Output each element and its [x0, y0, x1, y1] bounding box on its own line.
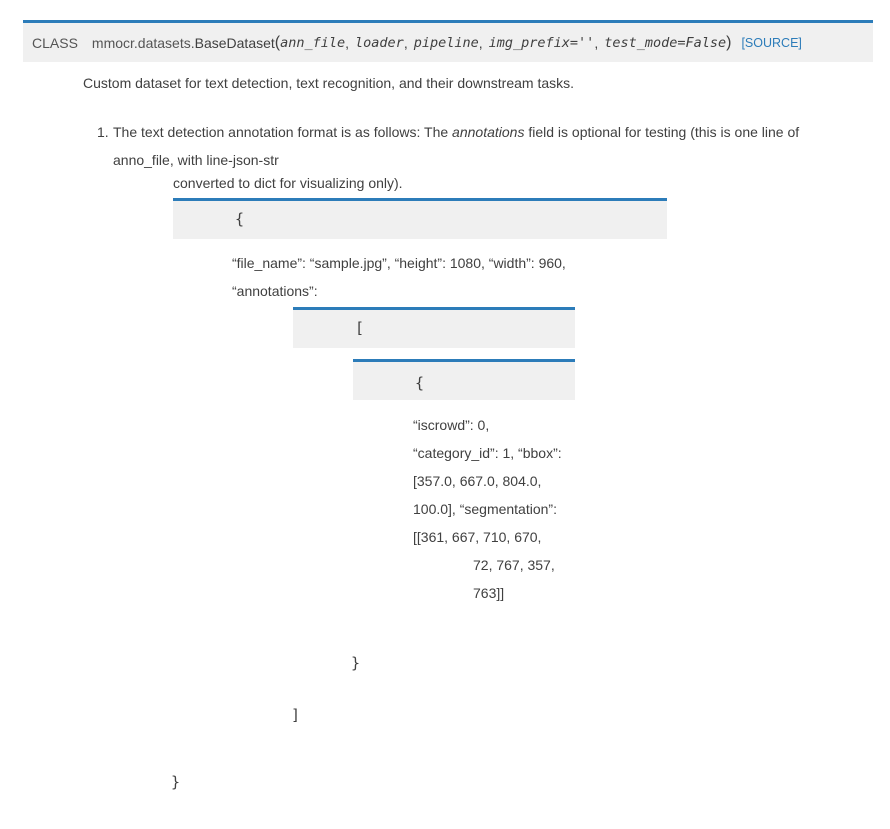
close-paren: ) — [726, 33, 732, 51]
item-text-after: field is optional for testing (this is one line of — [524, 124, 800, 140]
item-continuation: anno_file, with line-json-str — [113, 152, 279, 168]
code-line-annotations: “annotations”: — [232, 283, 318, 299]
code-block-annotations — [293, 307, 575, 348]
param-test-mode: test_mode=False — [604, 34, 727, 51]
item-emphasis: annotations — [452, 124, 525, 140]
inner-open-brace: { — [415, 374, 425, 392]
code-line-seg-2: 72, 767, 357, — [473, 557, 555, 573]
code-line-iscrowd: “iscrowd”: 0, — [413, 417, 490, 433]
module-prefix: mmocr.datasets. — [91, 34, 195, 51]
code-line-file: “file_name”: “sample.jpg”, “height”: 1080, “width”: 960, — [232, 255, 566, 271]
inner-close-brace: } — [351, 654, 361, 672]
source-link[interactable]: [SOURCE] — [741, 35, 802, 50]
open-paren: ( — [274, 33, 281, 51]
item-converted-text: converted to dict for visualizing only). — [173, 175, 403, 191]
class-name: BaseDataset — [194, 34, 275, 51]
param-img-prefix: img_prefix='' — [488, 34, 595, 51]
code-block-outer — [173, 198, 667, 239]
class-signature: CLASS mmocr.datasets. BaseDataset ( ann_file , loader , pipeline , img_prefix='' , test_mode=False ) [SOURCE] — [23, 20, 873, 62]
code-line-bbox-end: 100.0], “segmentation”: — [413, 501, 557, 517]
param-ann-file: ann_file — [280, 34, 346, 51]
open-brace: { — [235, 210, 245, 228]
code-line-category: “category_id”: 1, “bbox”: — [413, 445, 562, 461]
list-number: 1. — [97, 124, 109, 140]
close-bracket: ] — [291, 706, 301, 724]
class-description: Custom dataset for text detection, text recognition, and their downstream tasks. — [83, 75, 575, 91]
param-loader: loader — [355, 34, 404, 51]
code-line-bbox: [357.0, 667.0, 804.0, — [413, 473, 542, 489]
code-line-seg-1: [[361, 667, 710, 670, — [413, 529, 542, 545]
class-keyword: CLASS — [32, 34, 78, 51]
list-item — [97, 118, 857, 174]
param-pipeline: pipeline — [413, 34, 479, 51]
item-text-before: The text detection annotation format is as follows: The — [113, 124, 453, 140]
code-line-seg-3: 763]] — [473, 585, 505, 601]
open-bracket: [ — [355, 319, 365, 337]
code-block-inner — [353, 359, 575, 400]
close-brace: } — [171, 773, 181, 791]
